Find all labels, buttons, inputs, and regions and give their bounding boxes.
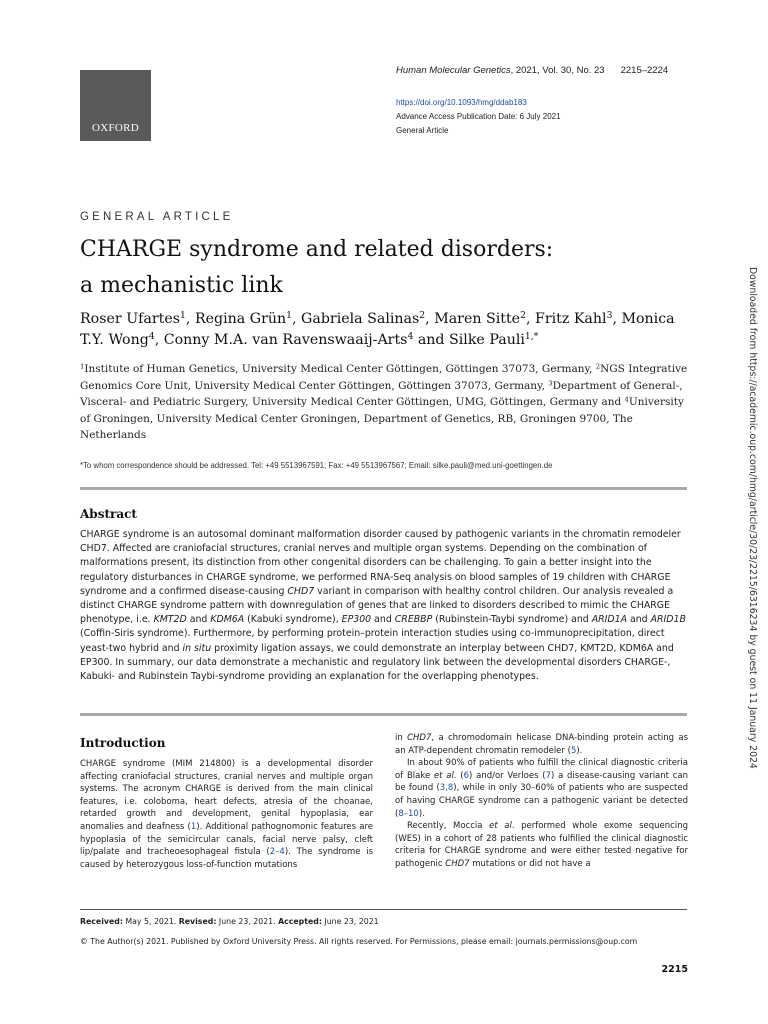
page-range: 2215–2224 (620, 65, 669, 76)
introduction-left-column (80, 758, 373, 871)
paragraph (80, 758, 373, 871)
introduction-right-column (395, 732, 688, 871)
article-title (80, 232, 680, 304)
accepted-label: Accepted: (278, 917, 322, 926)
text-segment: ) a disease-causing variant can be found ( (395, 770, 688, 794)
affiliation-text: NGS Integrative Genomics Core Unit, University Medical Center Göttingen, Göttingen 37073, Germany, (80, 363, 688, 392)
author-affiliation-mark: 2 (419, 309, 426, 321)
text-segment: ) and/or Verloes ( (469, 770, 546, 781)
italic-term: et al. (433, 770, 457, 781)
author (164, 332, 414, 348)
author-affiliation-mark: 4 (148, 330, 155, 342)
affiliation-mark: 2 (595, 362, 601, 371)
submission-dates (80, 917, 379, 926)
revised-label: Revised: (178, 917, 217, 926)
received-date: May 5, 2021. (122, 917, 177, 926)
correspondence-note: *To whom correspondence should be addressed. Tel: +49 5513967591; Fax: +49 5513967567; Email: silke.pauli@med.uni-goettingen.de (80, 461, 553, 470)
author (535, 311, 612, 327)
download-watermark: Downloaded from https://academic.oup.com/hmg/article/30/23/2215/6316234 by guest on 11 January 2024 (747, 267, 758, 769)
oxford-logo (80, 70, 151, 141)
italic-term: ARID1A (591, 614, 627, 626)
text-segment: CHARGE syndrome is an autosomal dominant malformation disorder caused by pathogenic variants in the chromatin remodeler CHD7. Affected are craniofacial structures, cranial nerves and multiple organ systems. Depending on the combination of malformations present, its distinction from other congenital disorders can be challenging. To gain a better insight into the regulatory disturbances in CHARGE syndrome, we performed RNA-Seq analysis on blood samples of 19 children with CHARGE syndrome and a confirmed disease-causing (80, 529, 681, 597)
author-name: Conny M.A. van Ravenswaaij-Arts (163, 332, 408, 348)
author-affiliation-mark: 1 (180, 309, 186, 321)
logo-text: OXFORD (91, 122, 140, 134)
advance-access-date: Advance Access Publication Date: 6 July 2021 (396, 112, 561, 121)
text-segment: ). (418, 808, 425, 819)
italic-term: KDM6A (210, 614, 245, 626)
author-name: Regina Grün (194, 311, 287, 327)
author-name: Roser Ufartes (80, 311, 181, 327)
reference-link[interactable]: 2–4 (269, 847, 285, 858)
journal-name: Human Molecular Genetics (396, 65, 511, 76)
doi-link[interactable]: https://doi.org/10.1093/hmg/ddab183 (396, 98, 527, 107)
text-segment: CHARGE syndrome (MIM 214800) is a developmental disorder affecting craniofacial structures, cranial nerves and multiple organ systems. The acronym CHARGE is derived from the main clinical features, i.e. coloboma, heart defects, atresia of the choanae, retarded growth and development, genital hypoplasia, ear anomalies and deafness ( (80, 759, 373, 832)
paragraph (395, 820, 688, 870)
reference-link[interactable]: 3,8 (439, 783, 454, 794)
copyright-notice: © The Author(s) 2021. Published by Oxford University Press. All rights reserved. For Permissions, please email: journals.permissions@oup.com (80, 937, 638, 946)
author-name: Gabriela Salinas (301, 311, 420, 327)
text-segment: mutations or did not have a (469, 858, 591, 869)
text-segment: , a chromodomain helicase DNA-binding protein acting as an ATP-dependent chromatin remodeler ( (395, 733, 688, 756)
text-segment: ). The syndrome is caused by heterozygous loss-of-function mutations (80, 847, 374, 870)
author-name: Maren Sitte (434, 311, 521, 327)
text-segment: variant in comparison with healthy control children. Our analysis revealed a distinct CHARGE syndrome pattern with downregulation of genes that are linked to disorders described to mimic the CHARGE phenotype, i.e. (80, 585, 674, 626)
text-segment: (Coffin-Siris syndrome). Furthermore, by performing protein–protein interaction studies using co-immunoprecipitation, direct yeast-two hybrid and (80, 628, 665, 654)
reference-link[interactable]: 5 (570, 745, 577, 756)
page-number: 2215 (661, 964, 688, 975)
text-segment: in (395, 733, 408, 743)
author-name: Monica T.Y. Wong (80, 311, 675, 348)
abstract-bottom-rule (80, 713, 687, 716)
reference-link[interactable]: 6 (463, 770, 470, 781)
affiliations (80, 361, 690, 444)
italic-term: KMT2D (153, 614, 187, 626)
affiliation-text: Institute of Human Genetics, University Medical Center Göttingen, Göttingen 37073, Germany, (84, 363, 596, 375)
abstract-top-rule (80, 487, 687, 490)
title-line-1: CHARGE syndrome and related disorders: (80, 237, 554, 262)
author-list: Roser Ufartes$^1$, Regina Grün$^1$, Gabriela Salinas$^2$, Maren Sitte$^2$, Fritz Kahl$^3$, Monica T.Y. Wong$^4$, Conny M.A. van Ravenswaaij-Arts$^4$ and Silke Pauli$^{1,*}$ (80, 309, 675, 348)
paragraph (395, 732, 688, 757)
author (449, 332, 538, 348)
author-affiliation-mark: 4 (407, 330, 414, 342)
italic-term: CHD7 (445, 858, 470, 869)
reference-link[interactable]: 1 (190, 821, 197, 832)
text-segment: (Rubinstein-Taybi syndrome) and (432, 614, 592, 626)
italic-term: ARID1B (650, 614, 686, 626)
text-segment: and (371, 614, 395, 626)
author-affiliation-mark: 3 (606, 309, 613, 321)
paragraph (395, 757, 688, 820)
text-segment: and (627, 614, 651, 626)
introduction-heading: Introduction (80, 736, 166, 750)
author-name: Silke Pauli (449, 332, 525, 348)
text-segment: In about 90% of patients who fulfill the clinical diagnostic criteria of Blake (395, 758, 688, 781)
journal-citation (396, 65, 668, 76)
italic-term: et al (489, 821, 512, 832)
author-affiliation-mark: 1 (286, 309, 293, 321)
affiliation-mark: 4 (624, 395, 629, 404)
affiliation-mark: 1 (80, 362, 85, 371)
abstract-body (80, 528, 687, 684)
accepted-date: June 23, 2021 (321, 917, 379, 926)
text-segment: (Kabuki syndrome), (244, 614, 342, 626)
text-segment: Recently, Moccia (407, 821, 490, 832)
journal-meta: , 2021, Vol. 30, No. 23 (510, 65, 605, 76)
text-segment: ( (456, 770, 464, 781)
footer-rule (80, 909, 687, 910)
publication-info (396, 96, 561, 138)
affiliation-text: Department of General-, Visceral- and Pediatric Surgery, University Medical Center Göttingen, UMG, Göttingen, Germany and (80, 379, 683, 409)
author-name: Fritz Kahl (534, 311, 607, 327)
italic-term: EP300 (341, 614, 372, 626)
affiliation-mark: 3 (548, 378, 553, 387)
text-segment: ). (576, 745, 583, 756)
title-line-2: a mechanistic link (80, 273, 283, 298)
reference-link[interactable]: 7 (545, 770, 551, 781)
text-segment: ). Additional pathognomonic features are hypoplasia of the semicircular canals, facial nerve palsy, cleft lip/palate and tracheoesophageal fistula ( (80, 821, 373, 858)
author (434, 311, 526, 327)
author (195, 311, 292, 327)
article-category: General Article (396, 126, 449, 135)
text-segment: ), while in only 30–60% of patients who are suspected of having CHARGE syndrome can a pathogenic variant be detected ( (395, 783, 688, 819)
italic-term: in situ (182, 642, 212, 654)
reference-link[interactable]: 8–10 (398, 808, 419, 819)
article-type-label: GENERAL ARTICLE (80, 211, 234, 223)
author-affiliation-mark: 1,* (524, 330, 539, 342)
italic-term: CHD7 (287, 585, 315, 597)
author-affiliation-mark: 2 (520, 309, 526, 321)
text-segment: . performed whole exome sequencing (WES) in a cohort of 28 patients who fulfilled the clinical diagnostic criteria for CHARGE syndrome and were either tested negative for pathogenic (395, 821, 688, 869)
received-label: Received: (80, 917, 123, 926)
italic-term: CREBBP (394, 614, 433, 626)
affiliation-text: University of Groningen, University Medical Center Groningen, Department of Genetics, RB, Groningen 9700, The Netherlands (80, 396, 684, 442)
text-segment: proximity ligation assays, we could demonstrate an interplay between CHD7, KMT2D, KDM6A and EP300. In summary, our data demonstrate a mechanistic and regulatory link between the developmental disorders CHARGE-, Kabuki- and Rubinstein Taybi-syndrome providing an explanation for the overlapping phenotypes. (80, 642, 674, 683)
text-segment: and (186, 614, 211, 626)
italic-term: CHD7 (407, 733, 432, 743)
author (80, 311, 186, 327)
abstract-heading: Abstract (80, 507, 137, 521)
author (301, 311, 425, 327)
revised-date: June 23, 2021. (216, 917, 276, 926)
